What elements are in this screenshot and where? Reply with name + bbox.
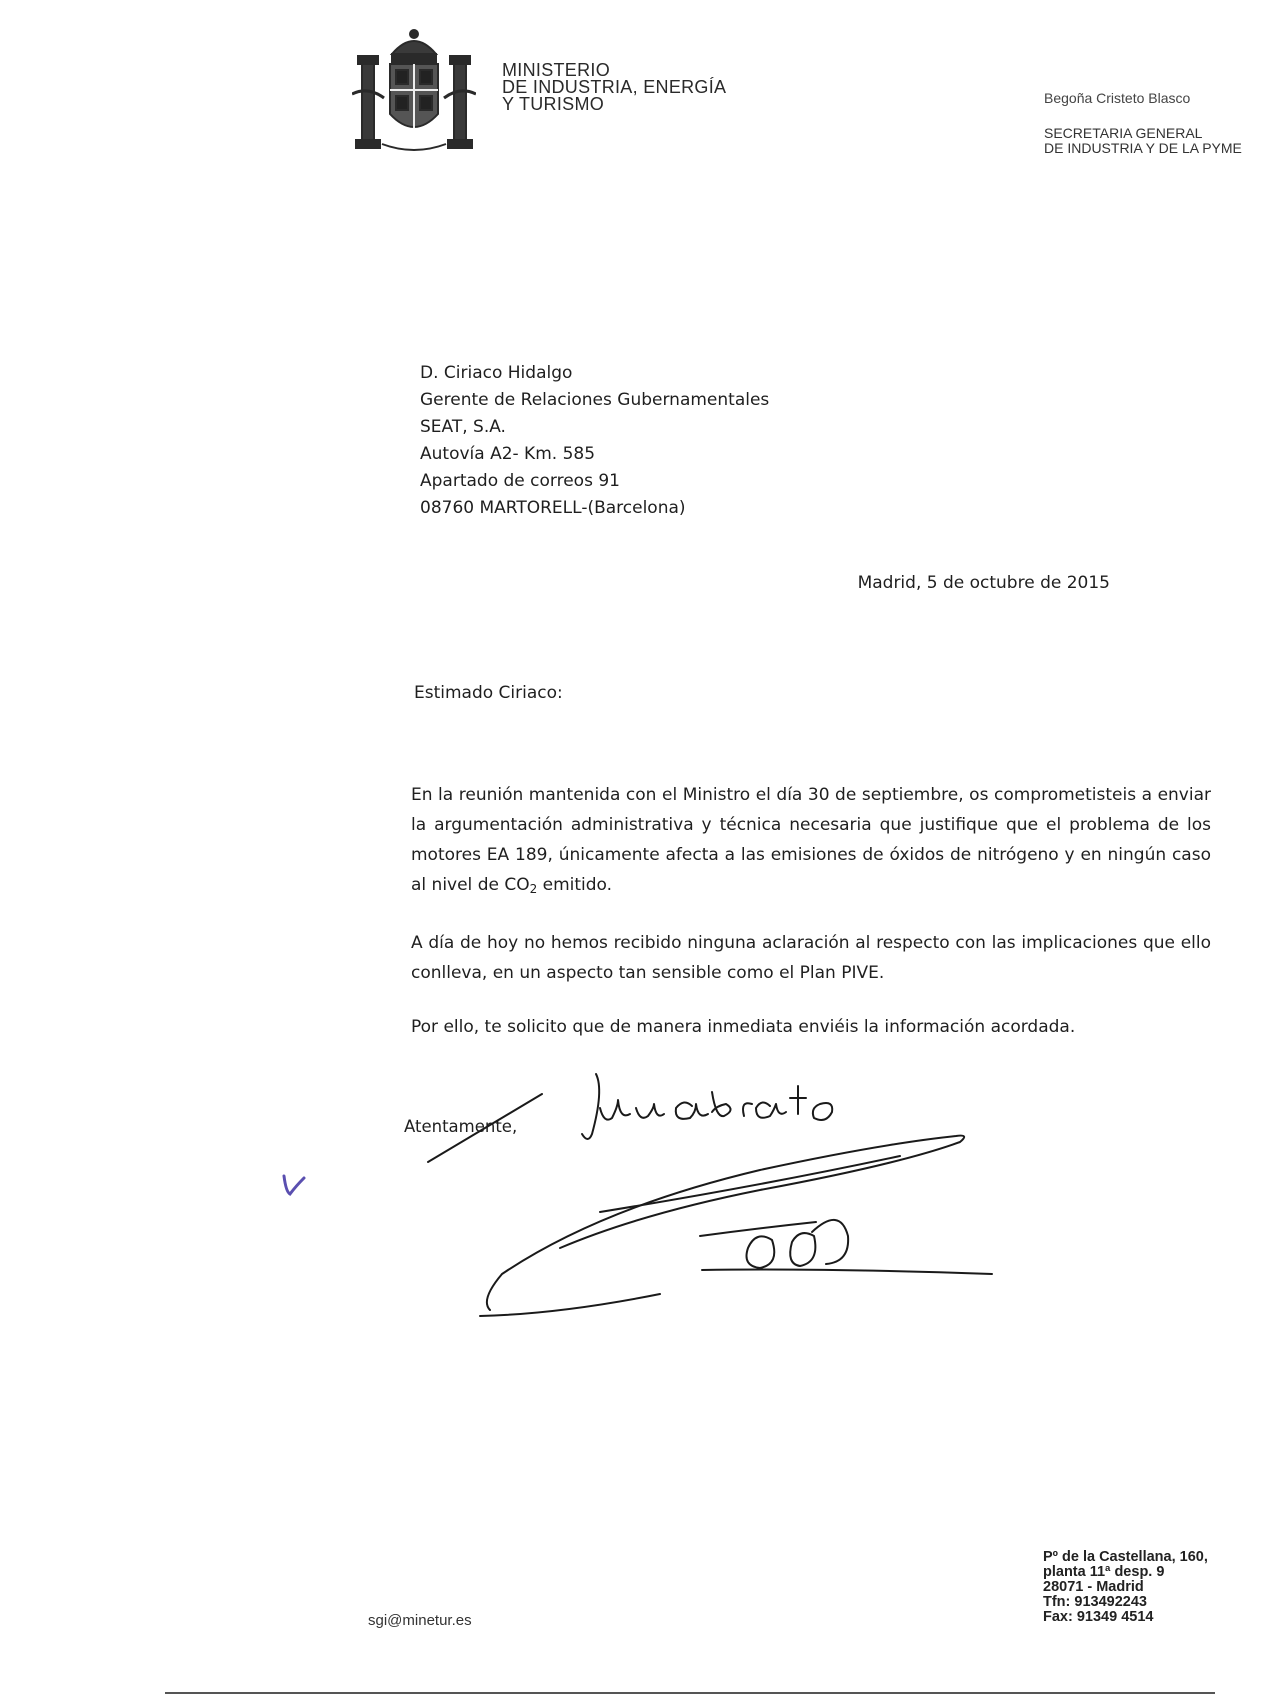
ministry-line: MINISTERIO bbox=[502, 60, 611, 80]
paragraph-1 bbox=[411, 780, 1211, 904]
footer-address-line: 28071 - Madrid bbox=[1043, 1579, 1144, 1595]
subscript: 2 bbox=[529, 882, 538, 896]
footer-divider bbox=[165, 1692, 1215, 1694]
footer-email: sgi@minetur.es bbox=[368, 1612, 472, 1629]
recipient-line: Apartado de correos 91 bbox=[420, 471, 620, 491]
recipient-line: 08760 MARTORELL-(Barcelona) bbox=[420, 498, 686, 518]
coat-of-arms-icon bbox=[352, 24, 476, 156]
paragraph-3: Por ello, te solicito que de manera inmediata enviéis la información acordada. bbox=[411, 1017, 1076, 1037]
recipient-line: SEAT, S.A. bbox=[420, 417, 506, 437]
greeting: Estimado Ciriaco: bbox=[414, 683, 563, 703]
recipient-line: Autovía A2- Km. 585 bbox=[420, 444, 596, 464]
footer-address bbox=[1043, 1550, 1208, 1625]
ministry-name bbox=[502, 62, 726, 113]
secretariat-line: SECRETARIA GENERAL bbox=[1044, 125, 1203, 141]
recipient-address bbox=[420, 360, 769, 522]
ministry-line: Y TURISMO bbox=[502, 94, 605, 114]
sender-name: Begoña Cristeto Blasco bbox=[1044, 90, 1191, 106]
footer-address-line: Tfn: 913492243 bbox=[1043, 1594, 1147, 1610]
footer-address-line: Pº de la Castellana, 160, bbox=[1043, 1549, 1208, 1565]
letter-date: Madrid, 5 de octubre de 2015 bbox=[857, 573, 1110, 593]
ministry-line: DE INDUSTRIA, ENERGÍA bbox=[502, 77, 727, 97]
secretariat-name bbox=[1044, 126, 1242, 156]
recipient-line: D. Ciriaco Hidalgo bbox=[420, 363, 573, 383]
secretariat-line: DE INDUSTRIA Y DE LA PYME bbox=[1044, 140, 1242, 156]
recipient-line: Gerente de Relaciones Gubernamentales bbox=[420, 390, 770, 410]
paragraph-1-text: En la reunión mantenida con el Ministro el día 30 de septiembre, os comprometisteis a enviar la argumentación administrativa y técnica necesaria que justifique que el problema de los motores EA 189, únicamente afecta a las emisiones de óxidos de nitrógeno y en ningún caso al nivel de CO bbox=[411, 785, 1211, 895]
closing: Atentamente, bbox=[404, 1117, 518, 1136]
footer-address-line: planta 11ª desp. 9 bbox=[1043, 1564, 1165, 1580]
paragraph-1-end: emitido. bbox=[537, 875, 613, 895]
paragraph-2: A día de hoy no hemos recibido ninguna aclaración al respecto con las implicaciones que ello conlleva, en un aspecto tan sensible como el Plan PIVE. bbox=[411, 933, 1211, 983]
footer-address-line: Fax: 91349 4514 bbox=[1043, 1609, 1154, 1625]
handwritten-note bbox=[596, 1082, 597, 1083]
